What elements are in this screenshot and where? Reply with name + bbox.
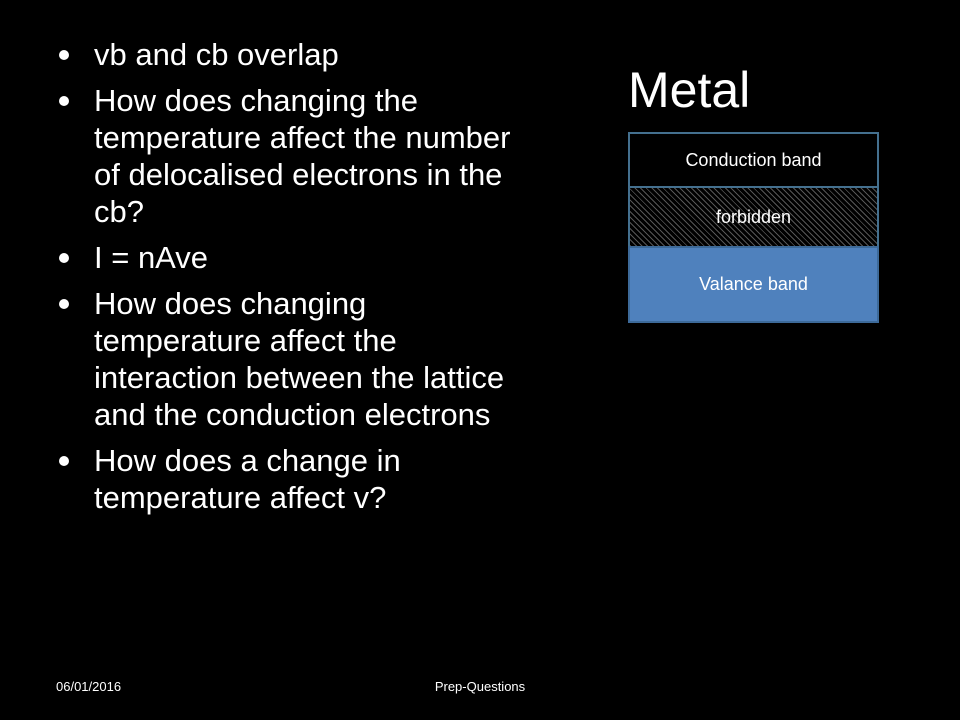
valence-band <box>628 246 879 323</box>
valence-band-label: Valance band <box>699 274 808 294</box>
bullet-dot-icon <box>59 253 69 263</box>
bullet-item <box>56 285 536 433</box>
bullet-dot-icon <box>59 96 69 106</box>
bullet-text: How does changing temperature affect the interaction between the lattice and the conduction electrons <box>94 286 505 432</box>
conduction-band <box>628 132 879 188</box>
bullet-text: How does a change in temperature affect v? <box>94 443 401 515</box>
bullet-item <box>56 442 536 516</box>
slide-title: Metal <box>628 62 751 118</box>
bullet-list <box>56 36 536 525</box>
bullet-item <box>56 82 536 230</box>
conduction-band-label: Conduction band <box>685 149 822 170</box>
bullet-item <box>56 36 536 73</box>
bullet-text: vb and cb overlap <box>94 37 339 72</box>
bullet-text: I = nAve <box>94 240 209 275</box>
bullet-dot-icon <box>59 299 69 309</box>
footer-title: Prep-Questions <box>434 679 526 694</box>
bullet-dot-icon <box>59 456 69 466</box>
bullet-text: How does changing the temperature affect the number of delocalised electrons in the cb? <box>94 83 511 229</box>
bullet-dot-icon <box>59 50 69 60</box>
bullet-item <box>56 239 536 276</box>
forbidden-gap <box>628 186 879 248</box>
forbidden-gap-label: forbidden <box>715 206 792 227</box>
band-diagram <box>628 132 879 323</box>
footer-date: 06/01/2016 <box>56 679 122 694</box>
